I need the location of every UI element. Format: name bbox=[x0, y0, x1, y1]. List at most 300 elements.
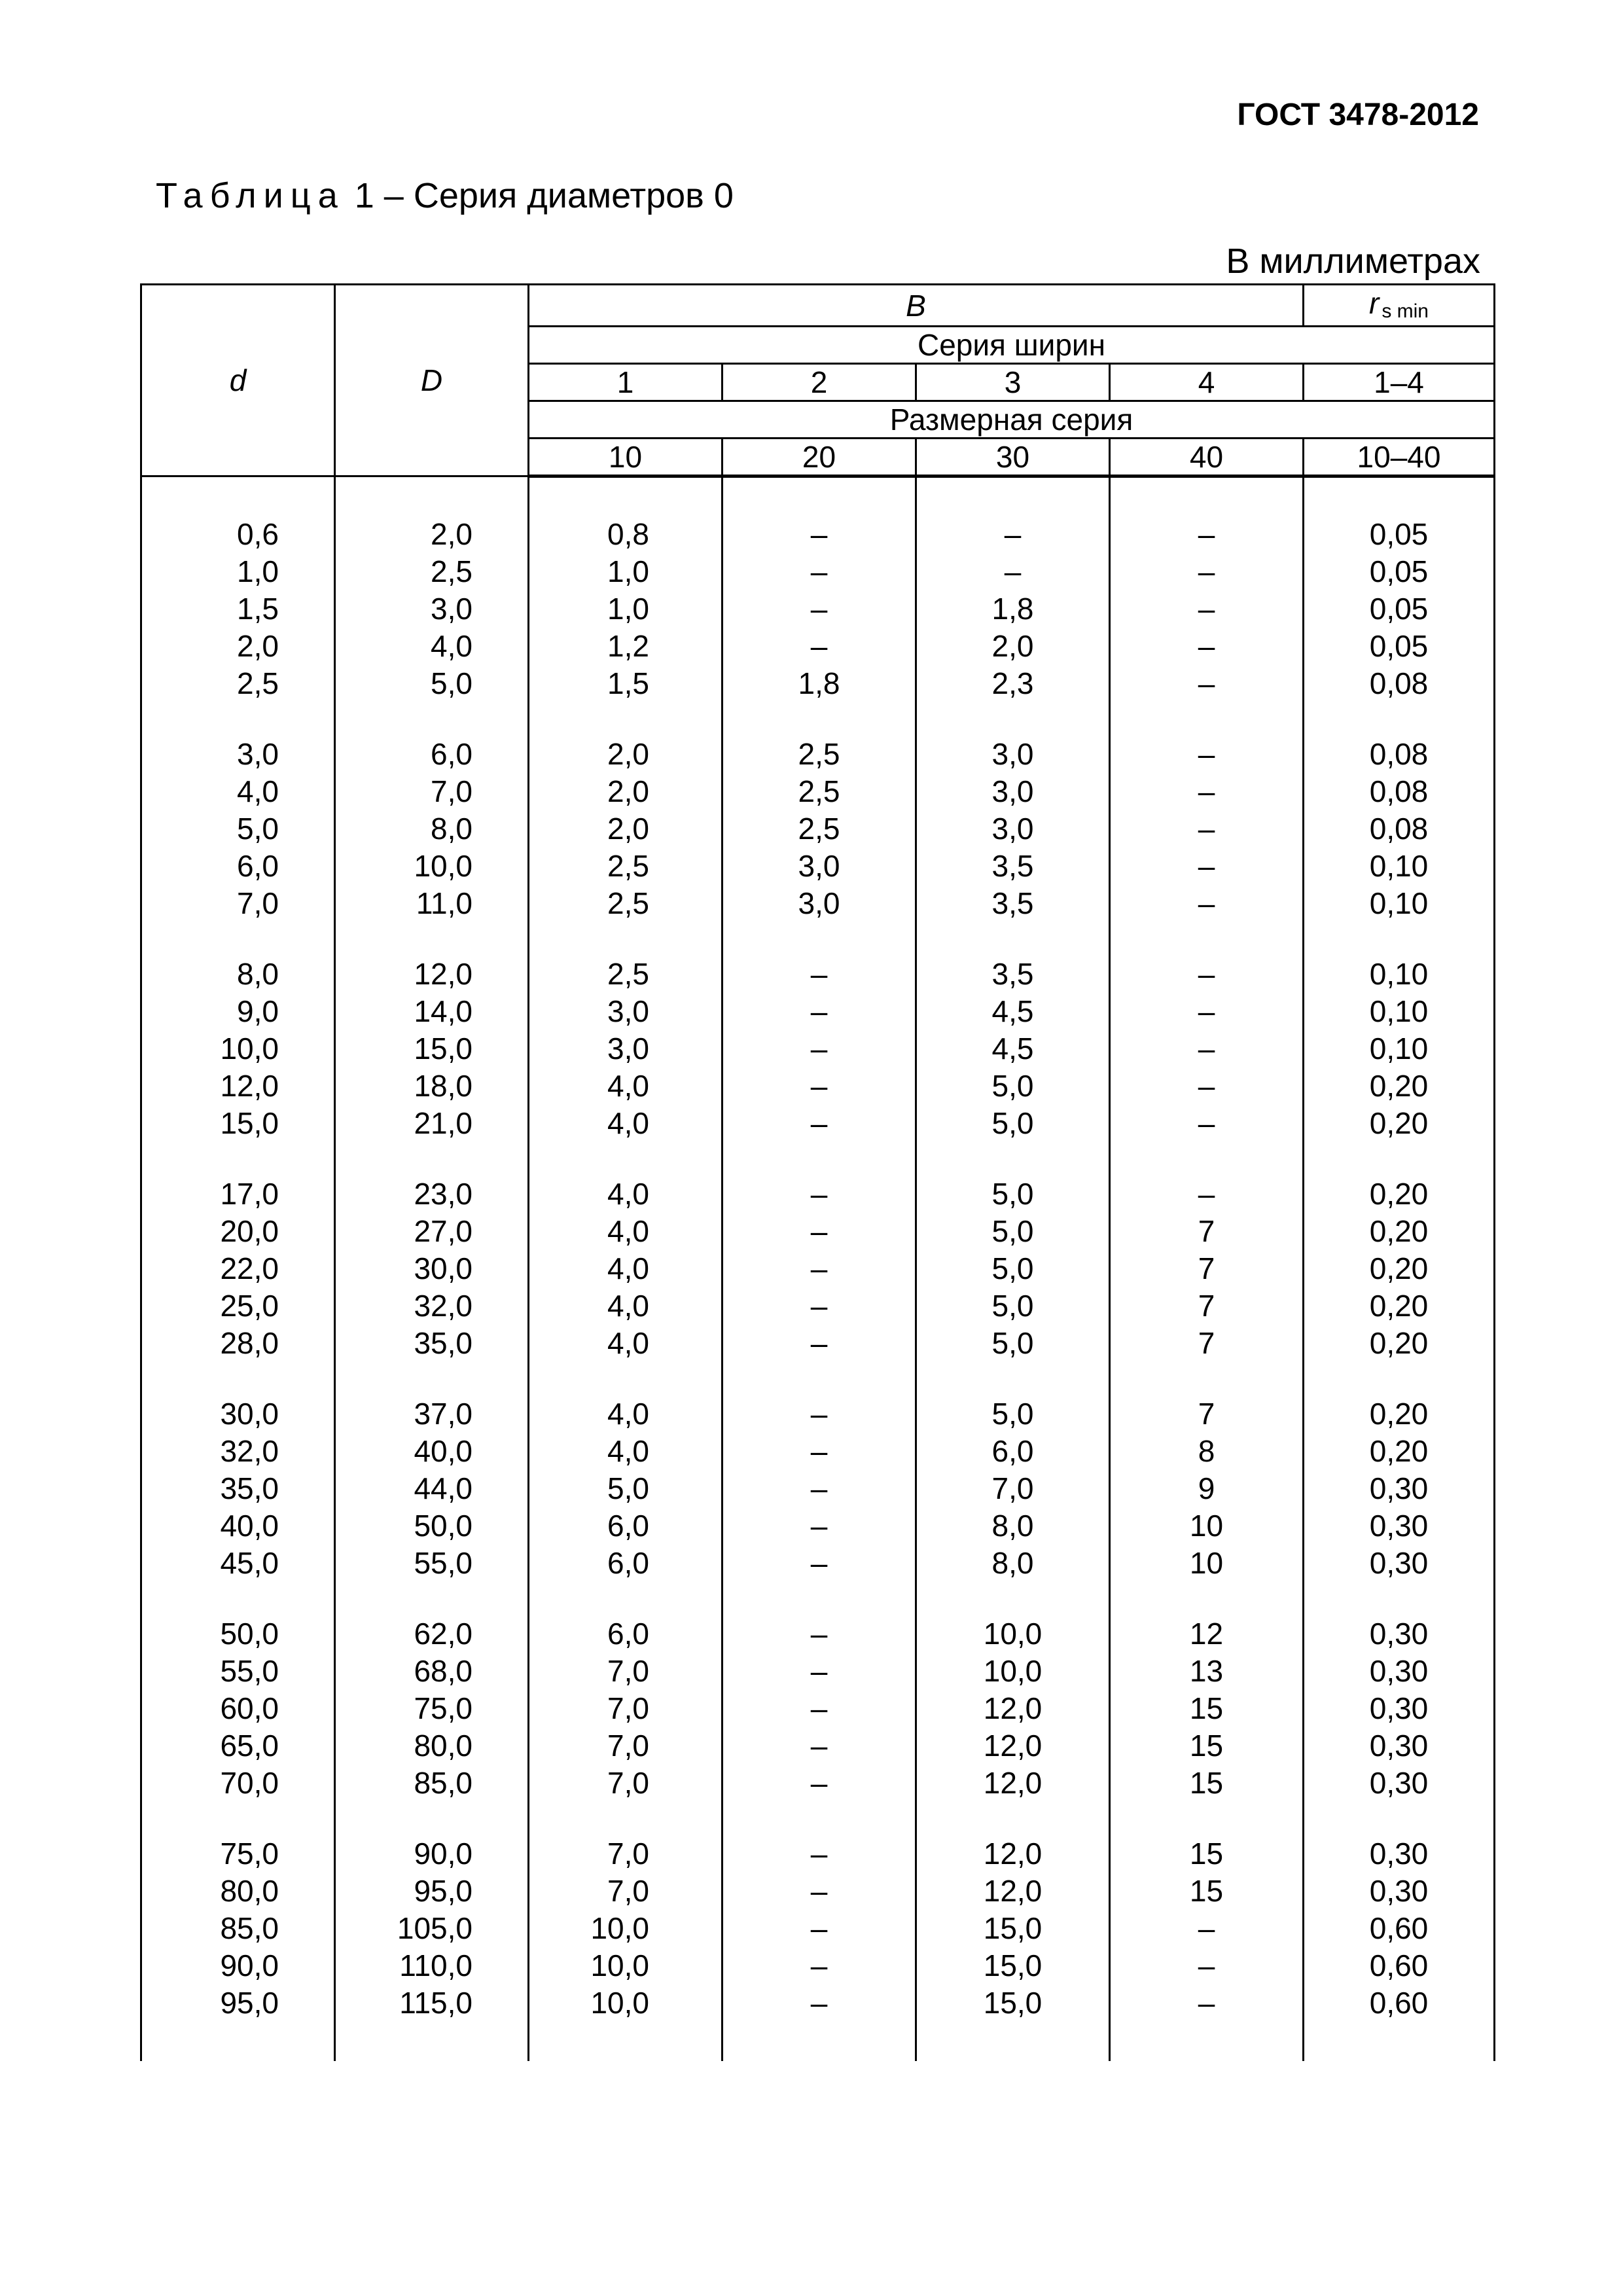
caption-word: Таблица bbox=[156, 176, 345, 215]
cell-d: 8,0 bbox=[141, 922, 335, 993]
document-code: ГОСТ 3478-2012 bbox=[1237, 98, 1479, 132]
tail-cell bbox=[916, 2022, 1110, 2061]
cell-b3: 10,0 bbox=[916, 1653, 1110, 1690]
table-row bbox=[141, 1690, 1495, 1727]
cell-rs-min: 0,30 bbox=[1304, 1873, 1495, 1910]
cell-D: 35,0 bbox=[335, 1325, 529, 1362]
cell-d: 85,0 bbox=[141, 1910, 335, 1947]
cell-b2: – bbox=[722, 1507, 916, 1545]
cell-rs-min: 0,20 bbox=[1304, 1067, 1495, 1105]
cell-rs-min: 0,08 bbox=[1304, 665, 1495, 702]
cell-b3: 12,0 bbox=[916, 1727, 1110, 1765]
cell-b3: 5,0 bbox=[916, 1250, 1110, 1287]
cell-b1: 7,0 bbox=[529, 1873, 722, 1910]
cell-d: 15,0 bbox=[141, 1105, 335, 1142]
cell-D: 6,0 bbox=[335, 702, 529, 773]
header-size-series-2: 30 bbox=[916, 439, 1110, 476]
cell-b2: 1,8 bbox=[722, 665, 916, 702]
cell-rs-min: 0,10 bbox=[1304, 848, 1495, 885]
units-note: В миллиметрах bbox=[1226, 242, 1480, 281]
tail-cell bbox=[722, 2022, 916, 2061]
cell-b2: – bbox=[722, 590, 916, 628]
cell-D: 44,0 bbox=[335, 1470, 529, 1507]
cell-d: 65,0 bbox=[141, 1727, 335, 1765]
cell-D: 5,0 bbox=[335, 665, 529, 702]
cell-b3: 5,0 bbox=[916, 1142, 1110, 1213]
cell-D: 68,0 bbox=[335, 1653, 529, 1690]
cell-b1: 4,0 bbox=[529, 1362, 722, 1433]
tail-cell bbox=[335, 2022, 529, 2061]
cell-b1: 7,0 bbox=[529, 1653, 722, 1690]
cell-D: 75,0 bbox=[335, 1690, 529, 1727]
spacer-cell bbox=[335, 476, 529, 516]
cell-b1: 0,8 bbox=[529, 516, 722, 553]
cell-b2: – bbox=[722, 553, 916, 590]
cell-b2: – bbox=[722, 1873, 916, 1910]
table-row bbox=[141, 1653, 1495, 1690]
header-size-series-0: 10 bbox=[529, 439, 722, 476]
cell-b1: 10,0 bbox=[529, 1910, 722, 1947]
cell-d: 30,0 bbox=[141, 1362, 335, 1433]
cell-b1: 4,0 bbox=[529, 1325, 722, 1362]
cell-b1: 6,0 bbox=[529, 1545, 722, 1582]
cell-b4: 7 bbox=[1110, 1325, 1304, 1362]
cell-d: 1,0 bbox=[141, 553, 335, 590]
cell-rs-min: 0,30 bbox=[1304, 1765, 1495, 1802]
table-row bbox=[141, 922, 1495, 993]
cell-b2: 3,0 bbox=[722, 848, 916, 885]
cell-b2: 2,5 bbox=[722, 773, 916, 810]
cell-b4: 15 bbox=[1110, 1802, 1304, 1873]
tail-cell bbox=[529, 2022, 722, 2061]
cell-D: 14,0 bbox=[335, 993, 529, 1030]
table-row bbox=[141, 1984, 1495, 2022]
header-B: B bbox=[529, 285, 1304, 327]
cell-b4: – bbox=[1110, 1984, 1304, 2022]
cell-b4: – bbox=[1110, 993, 1304, 1030]
cell-D: 8,0 bbox=[335, 810, 529, 848]
cell-b1: 1,2 bbox=[529, 628, 722, 665]
cell-rs-min: 0,08 bbox=[1304, 702, 1495, 773]
cell-rs-min: 0,05 bbox=[1304, 628, 1495, 665]
cell-b1: 1,5 bbox=[529, 665, 722, 702]
table-row bbox=[141, 1105, 1495, 1142]
cell-d: 12,0 bbox=[141, 1067, 335, 1105]
cell-b4: – bbox=[1110, 1910, 1304, 1947]
cell-d: 9,0 bbox=[141, 993, 335, 1030]
table-caption bbox=[156, 175, 734, 216]
cell-rs-min: 0,30 bbox=[1304, 1653, 1495, 1690]
table-row bbox=[141, 1727, 1495, 1765]
cell-b4: – bbox=[1110, 628, 1304, 665]
cell-D: 105,0 bbox=[335, 1910, 529, 1947]
cell-d: 40,0 bbox=[141, 1507, 335, 1545]
cell-b2: – bbox=[722, 1325, 916, 1362]
cell-d: 50,0 bbox=[141, 1582, 335, 1653]
tail-cell bbox=[1304, 2022, 1495, 2061]
cell-b3: 15,0 bbox=[916, 1984, 1110, 2022]
table-row bbox=[141, 993, 1495, 1030]
cell-b3: 8,0 bbox=[916, 1507, 1110, 1545]
cell-b3: 8,0 bbox=[916, 1545, 1110, 1582]
cell-b1: 2,5 bbox=[529, 885, 722, 922]
cell-b3: 3,5 bbox=[916, 922, 1110, 993]
cell-d: 17,0 bbox=[141, 1142, 335, 1213]
spacer-cell bbox=[1110, 476, 1304, 516]
cell-d: 75,0 bbox=[141, 1802, 335, 1873]
cell-b3: 12,0 bbox=[916, 1690, 1110, 1727]
cell-d: 28,0 bbox=[141, 1325, 335, 1362]
table-row bbox=[141, 1030, 1495, 1067]
cell-b3: 15,0 bbox=[916, 1947, 1110, 1984]
cell-d: 25,0 bbox=[141, 1287, 335, 1325]
cell-b4: 7 bbox=[1110, 1362, 1304, 1433]
table-row bbox=[141, 1067, 1495, 1105]
cell-b2: – bbox=[722, 1470, 916, 1507]
cell-d: 1,5 bbox=[141, 590, 335, 628]
table-row bbox=[141, 1362, 1495, 1433]
cell-b3: 12,0 bbox=[916, 1873, 1110, 1910]
cell-D: 40,0 bbox=[335, 1433, 529, 1470]
cell-rs-min: 0,30 bbox=[1304, 1545, 1495, 1582]
spacer-cell bbox=[916, 476, 1110, 516]
cell-D: 2,5 bbox=[335, 553, 529, 590]
cell-rs-min: 0,10 bbox=[1304, 885, 1495, 922]
cell-b2: – bbox=[722, 1727, 916, 1765]
cell-b3: 1,8 bbox=[916, 590, 1110, 628]
cell-b4: 12 bbox=[1110, 1582, 1304, 1653]
cell-b1: 4,0 bbox=[529, 1213, 722, 1250]
cell-b4: – bbox=[1110, 590, 1304, 628]
cell-d: 32,0 bbox=[141, 1433, 335, 1470]
cell-D: 21,0 bbox=[335, 1105, 529, 1142]
cell-b1: 10,0 bbox=[529, 1947, 722, 1984]
table-body bbox=[141, 476, 1495, 2062]
cell-b2: – bbox=[722, 1802, 916, 1873]
cell-b1: 2,0 bbox=[529, 810, 722, 848]
cell-D: 55,0 bbox=[335, 1545, 529, 1582]
tail-cell bbox=[141, 2022, 335, 2061]
cell-b1: 4,0 bbox=[529, 1142, 722, 1213]
caption-rest: 1 – Серия диаметров 0 bbox=[354, 176, 734, 215]
cell-D: 110,0 bbox=[335, 1947, 529, 1984]
cell-b2: 2,5 bbox=[722, 702, 916, 773]
cell-b3: 3,0 bbox=[916, 773, 1110, 810]
cell-b3: 3,5 bbox=[916, 885, 1110, 922]
cell-rs-min: 0,10 bbox=[1304, 922, 1495, 993]
table-row bbox=[141, 1765, 1495, 1802]
cell-b4: 10 bbox=[1110, 1507, 1304, 1545]
header-size-series-1: 20 bbox=[722, 439, 916, 476]
cell-b4: – bbox=[1110, 848, 1304, 885]
table-row bbox=[141, 1250, 1495, 1287]
cell-d: 20,0 bbox=[141, 1213, 335, 1250]
cell-rs-min: 0,10 bbox=[1304, 1030, 1495, 1067]
cell-b1: 7,0 bbox=[529, 1802, 722, 1873]
cell-b2: – bbox=[722, 1947, 916, 1984]
spacer-cell bbox=[529, 476, 722, 516]
cell-D: 95,0 bbox=[335, 1873, 529, 1910]
cell-D: 23,0 bbox=[335, 1142, 529, 1213]
cell-b4: – bbox=[1110, 885, 1304, 922]
cell-rs-min: 0,08 bbox=[1304, 810, 1495, 848]
spacer-cell bbox=[1304, 476, 1495, 516]
cell-D: 18,0 bbox=[335, 1067, 529, 1105]
cell-b1: 4,0 bbox=[529, 1105, 722, 1142]
table-row bbox=[141, 702, 1495, 773]
cell-rs-min: 0,20 bbox=[1304, 1433, 1495, 1470]
header-width-series-4: 1–4 bbox=[1304, 364, 1495, 401]
cell-b2: – bbox=[722, 1362, 916, 1433]
cell-D: 62,0 bbox=[335, 1582, 529, 1653]
cell-b2: – bbox=[722, 1910, 916, 1947]
cell-d: 70,0 bbox=[141, 1765, 335, 1802]
cell-b4: 15 bbox=[1110, 1873, 1304, 1910]
cell-b2: – bbox=[722, 1545, 916, 1582]
cell-b4: – bbox=[1110, 516, 1304, 553]
table-row bbox=[141, 848, 1495, 885]
cell-rs-min: 0,20 bbox=[1304, 1250, 1495, 1287]
cell-b1: 3,0 bbox=[529, 993, 722, 1030]
cell-b2: – bbox=[722, 1287, 916, 1325]
cell-b2: – bbox=[722, 1690, 916, 1727]
cell-b3: 4,5 bbox=[916, 1030, 1110, 1067]
cell-b1: 4,0 bbox=[529, 1433, 722, 1470]
cell-D: 85,0 bbox=[335, 1765, 529, 1802]
table-row bbox=[141, 628, 1495, 665]
table-row bbox=[141, 773, 1495, 810]
table-row bbox=[141, 590, 1495, 628]
cell-rs-min: 0,05 bbox=[1304, 590, 1495, 628]
cell-b4: – bbox=[1110, 1142, 1304, 1213]
cell-b3: 5,0 bbox=[916, 1362, 1110, 1433]
cell-b4: – bbox=[1110, 810, 1304, 848]
cell-b4: 15 bbox=[1110, 1690, 1304, 1727]
cell-D: 11,0 bbox=[335, 885, 529, 922]
cell-b4: 8 bbox=[1110, 1433, 1304, 1470]
cell-b1: 2,5 bbox=[529, 848, 722, 885]
header-d: d bbox=[141, 285, 335, 476]
header-width-series-label: Серия ширин bbox=[529, 327, 1495, 364]
cell-b3: 7,0 bbox=[916, 1470, 1110, 1507]
header-width-series-3: 4 bbox=[1110, 364, 1304, 401]
cell-b1: 7,0 bbox=[529, 1690, 722, 1727]
cell-b4: – bbox=[1110, 702, 1304, 773]
cell-d: 22,0 bbox=[141, 1250, 335, 1287]
cell-rs-min: 0,30 bbox=[1304, 1690, 1495, 1727]
cell-D: 2,0 bbox=[335, 516, 529, 553]
table-row bbox=[141, 1947, 1495, 1984]
cell-b2: – bbox=[722, 1984, 916, 2022]
cell-b2: 3,0 bbox=[722, 885, 916, 922]
cell-D: 7,0 bbox=[335, 773, 529, 810]
cell-b2: – bbox=[722, 1250, 916, 1287]
cell-b4: – bbox=[1110, 922, 1304, 993]
table-row bbox=[141, 553, 1495, 590]
cell-rs-min: 0,30 bbox=[1304, 1802, 1495, 1873]
table-row bbox=[141, 665, 1495, 702]
cell-b1: 4,0 bbox=[529, 1250, 722, 1287]
header-rs-sub: s min bbox=[1382, 300, 1429, 322]
cell-rs-min: 0,20 bbox=[1304, 1362, 1495, 1433]
cell-b2: – bbox=[722, 1213, 916, 1250]
cell-b2: – bbox=[722, 1142, 916, 1213]
cell-b2: – bbox=[722, 1582, 916, 1653]
table-row bbox=[141, 885, 1495, 922]
header-rs-main: r bbox=[1368, 286, 1380, 320]
cell-D: 50,0 bbox=[335, 1507, 529, 1545]
cell-b2: – bbox=[722, 1105, 916, 1142]
cell-d: 7,0 bbox=[141, 885, 335, 922]
cell-b1: 2,5 bbox=[529, 922, 722, 993]
cell-rs-min: 0,08 bbox=[1304, 773, 1495, 810]
cell-b1: 5,0 bbox=[529, 1470, 722, 1507]
spacer-cell bbox=[722, 476, 916, 516]
table-row bbox=[141, 516, 1495, 553]
cell-D: 30,0 bbox=[335, 1250, 529, 1287]
cell-b1: 6,0 bbox=[529, 1507, 722, 1545]
cell-b3: 5,0 bbox=[916, 1105, 1110, 1142]
cell-b2: – bbox=[722, 516, 916, 553]
cell-b3: 12,0 bbox=[916, 1802, 1110, 1873]
cell-d: 6,0 bbox=[141, 848, 335, 885]
table-row bbox=[141, 1545, 1495, 1582]
cell-d: 35,0 bbox=[141, 1470, 335, 1507]
cell-d: 0,6 bbox=[141, 516, 335, 553]
cell-d: 5,0 bbox=[141, 810, 335, 848]
cell-b3: 15,0 bbox=[916, 1910, 1110, 1947]
cell-d: 95,0 bbox=[141, 1984, 335, 2022]
cell-rs-min: 0,05 bbox=[1304, 516, 1495, 553]
header-width-series-0: 1 bbox=[529, 364, 722, 401]
table-row bbox=[141, 1213, 1495, 1250]
table-row bbox=[141, 1287, 1495, 1325]
table-row bbox=[141, 1507, 1495, 1545]
cell-rs-min: 0,60 bbox=[1304, 1947, 1495, 1984]
cell-b4: 7 bbox=[1110, 1287, 1304, 1325]
cell-b2: – bbox=[722, 1765, 916, 1802]
cell-b1: 3,0 bbox=[529, 1030, 722, 1067]
header-width-series-1: 2 bbox=[722, 364, 916, 401]
cell-b1: 7,0 bbox=[529, 1727, 722, 1765]
table-row bbox=[141, 1802, 1495, 1873]
cell-b4: 7 bbox=[1110, 1213, 1304, 1250]
cell-b2: – bbox=[722, 628, 916, 665]
cell-b2: – bbox=[722, 922, 916, 993]
cell-b4: 13 bbox=[1110, 1653, 1304, 1690]
cell-b3: 3,0 bbox=[916, 702, 1110, 773]
cell-b3: 12,0 bbox=[916, 1765, 1110, 1802]
cell-b4: 10 bbox=[1110, 1545, 1304, 1582]
cell-rs-min: 0,20 bbox=[1304, 1325, 1495, 1362]
cell-b3: – bbox=[916, 553, 1110, 590]
table-row bbox=[141, 1910, 1495, 1947]
cell-rs-min: 0,30 bbox=[1304, 1727, 1495, 1765]
header-D: D bbox=[335, 285, 529, 476]
cell-rs-min: 0,30 bbox=[1304, 1582, 1495, 1653]
cell-D: 115,0 bbox=[335, 1984, 529, 2022]
header-rs-min bbox=[1304, 285, 1495, 327]
table-row bbox=[141, 810, 1495, 848]
cell-b4: – bbox=[1110, 1030, 1304, 1067]
cell-D: 32,0 bbox=[335, 1287, 529, 1325]
diameter-series-table bbox=[140, 283, 1495, 2061]
cell-rs-min: 0,05 bbox=[1304, 553, 1495, 590]
cell-rs-min: 0,10 bbox=[1304, 993, 1495, 1030]
cell-D: 12,0 bbox=[335, 922, 529, 993]
cell-d: 80,0 bbox=[141, 1873, 335, 1910]
cell-d: 60,0 bbox=[141, 1690, 335, 1727]
table-row bbox=[141, 1142, 1495, 1213]
table-header bbox=[141, 285, 1495, 476]
cell-D: 10,0 bbox=[335, 848, 529, 885]
cell-d: 4,0 bbox=[141, 773, 335, 810]
cell-b1: 2,0 bbox=[529, 773, 722, 810]
cell-D: 15,0 bbox=[335, 1030, 529, 1067]
cell-b3: 5,0 bbox=[916, 1325, 1110, 1362]
cell-b3: 2,3 bbox=[916, 665, 1110, 702]
cell-b4: 9 bbox=[1110, 1470, 1304, 1507]
cell-b1: 7,0 bbox=[529, 1765, 722, 1802]
header-size-series-label: Размерная серия bbox=[529, 401, 1495, 439]
cell-rs-min: 0,20 bbox=[1304, 1105, 1495, 1142]
cell-b2: – bbox=[722, 1030, 916, 1067]
cell-b3: – bbox=[916, 516, 1110, 553]
cell-b2: – bbox=[722, 1653, 916, 1690]
cell-d: 55,0 bbox=[141, 1653, 335, 1690]
table-row bbox=[141, 1433, 1495, 1470]
header-width-series-2: 3 bbox=[916, 364, 1110, 401]
cell-D: 80,0 bbox=[335, 1727, 529, 1765]
cell-b1: 1,0 bbox=[529, 553, 722, 590]
cell-b3: 4,5 bbox=[916, 993, 1110, 1030]
cell-D: 90,0 bbox=[335, 1802, 529, 1873]
cell-b3: 10,0 bbox=[916, 1582, 1110, 1653]
cell-b3: 6,0 bbox=[916, 1433, 1110, 1470]
cell-b4: – bbox=[1110, 1105, 1304, 1142]
cell-D: 27,0 bbox=[335, 1213, 529, 1250]
header-size-series-3: 40 bbox=[1110, 439, 1304, 476]
cell-d: 10,0 bbox=[141, 1030, 335, 1067]
table-row bbox=[141, 1325, 1495, 1362]
cell-rs-min: 0,60 bbox=[1304, 1984, 1495, 2022]
cell-b1: 2,0 bbox=[529, 702, 722, 773]
cell-b3: 2,0 bbox=[916, 628, 1110, 665]
cell-rs-min: 0,20 bbox=[1304, 1287, 1495, 1325]
cell-b2: – bbox=[722, 1067, 916, 1105]
cell-D: 4,0 bbox=[335, 628, 529, 665]
cell-b2: – bbox=[722, 1433, 916, 1470]
cell-d: 2,0 bbox=[141, 628, 335, 665]
cell-b2: – bbox=[722, 993, 916, 1030]
tail-cell bbox=[1110, 2022, 1304, 2061]
cell-d: 2,5 bbox=[141, 665, 335, 702]
cell-b4: – bbox=[1110, 1067, 1304, 1105]
cell-D: 3,0 bbox=[335, 590, 529, 628]
cell-rs-min: 0,20 bbox=[1304, 1142, 1495, 1213]
table-row bbox=[141, 1582, 1495, 1653]
cell-d: 3,0 bbox=[141, 702, 335, 773]
cell-b1: 6,0 bbox=[529, 1582, 722, 1653]
cell-b3: 5,0 bbox=[916, 1287, 1110, 1325]
cell-b3: 3,0 bbox=[916, 810, 1110, 848]
cell-d: 90,0 bbox=[141, 1947, 335, 1984]
cell-b1: 10,0 bbox=[529, 1984, 722, 2022]
table-row bbox=[141, 1873, 1495, 1910]
cell-rs-min: 0,30 bbox=[1304, 1507, 1495, 1545]
cell-b1: 1,0 bbox=[529, 590, 722, 628]
cell-D: 37,0 bbox=[335, 1362, 529, 1433]
